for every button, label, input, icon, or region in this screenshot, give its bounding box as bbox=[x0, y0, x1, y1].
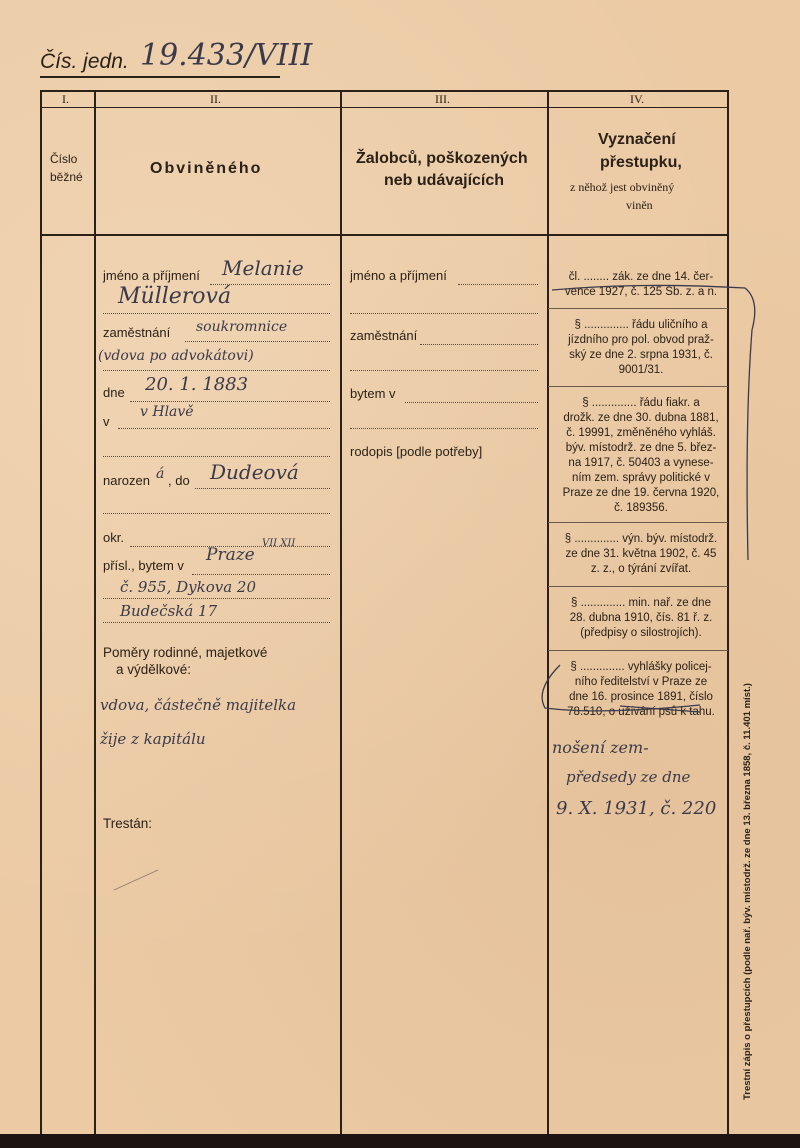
accused-circumstances-value-1: vdova, částečně majitelka bbox=[100, 696, 297, 714]
accused-circumstances-label-1: Poměry rodinné, majetkové bbox=[103, 645, 268, 660]
offense-block-3-line: č. 19991, změněného vyhláš. bbox=[566, 427, 716, 439]
plaintiff-name-label: jméno a příjmení bbox=[350, 268, 447, 283]
col-divider-1 bbox=[94, 90, 96, 1134]
col-2-title: Obviněného bbox=[150, 160, 263, 177]
plaintiff-residence-line-2 bbox=[350, 428, 538, 429]
accused-birthdate-line bbox=[130, 401, 330, 402]
plaintiff-name-line bbox=[350, 313, 538, 314]
offense-block-5 bbox=[556, 596, 726, 641]
plaintiff-residence-label: bytem v bbox=[350, 386, 396, 401]
offense-block-3-line: na 1917, č. 50403 a vynese- bbox=[568, 457, 714, 469]
file-number-value: 19.433/VIII bbox=[140, 38, 313, 73]
accused-name-value-2: Müllerová bbox=[118, 284, 232, 309]
offense-block-2-line: ský ze dne 2. srpna 1931, č. bbox=[569, 349, 713, 361]
file-number-label: Čís. jedn. bbox=[40, 50, 129, 73]
accused-place-line bbox=[118, 428, 330, 429]
offense-block-2-line: 9001/31. bbox=[618, 364, 664, 376]
accused-address-line-1: č. 955, Dykova 20 bbox=[120, 578, 256, 596]
accused-place-value: v Hlavě bbox=[140, 404, 194, 420]
plaintiff-name-line-a bbox=[458, 284, 538, 285]
accused-born-label: narozen bbox=[103, 473, 150, 488]
accused-born-to-label: , do bbox=[168, 473, 190, 488]
accused-address-line-2: Budečská 17 bbox=[120, 602, 218, 620]
accused-address-line-2-rule bbox=[103, 622, 330, 623]
table-left-border bbox=[40, 90, 42, 1134]
col-1-roman: I. bbox=[62, 92, 69, 106]
col-4-roman: IV. bbox=[630, 92, 645, 106]
accused-name-value-1: Melanie bbox=[222, 256, 304, 280]
accused-domicile-district: VII XII bbox=[262, 538, 296, 549]
form-side-note: Trestní zápis o přestupcích (podle nař. býv. místodrž. ze dne 13. března 1858, č. 11.401 míst.) bbox=[742, 683, 753, 1100]
offense-block-1-line: vence 1927, č. 125 Sb. z. a n. bbox=[564, 286, 718, 298]
scan-bottom-edge bbox=[0, 1134, 800, 1148]
offense-block-5-line: (předpisy o silostrojích). bbox=[580, 627, 702, 639]
offense-block-3-line: Praze ze dne 19. června 1920, bbox=[562, 487, 720, 499]
offense-block-2-line: § .............. řádu uličního a bbox=[574, 319, 708, 331]
accused-birthdate-value: 20. 1. 1883 bbox=[145, 374, 249, 395]
accused-occupation-label: zaměstnání bbox=[103, 325, 171, 340]
offense-block-3-line: č. 189356. bbox=[614, 502, 668, 514]
offense-block-3 bbox=[556, 396, 726, 516]
accused-punished-label: Trestán: bbox=[103, 816, 153, 831]
col-1-title-line-2: běžné bbox=[50, 170, 83, 184]
offense-block-6-line: § .............. vyhlášky policej- bbox=[570, 661, 712, 673]
table-top-border bbox=[40, 90, 729, 92]
col-divider-3 bbox=[547, 90, 549, 1134]
offense-block-5-line: 28. dubna 1910, čís. 81 ř. z. bbox=[569, 612, 713, 624]
col-1-title-line-1: Číslo bbox=[50, 152, 78, 166]
table-right-border bbox=[727, 90, 729, 1134]
offense-block-4-line: § .............. výn. býv. místodrž. bbox=[564, 533, 718, 545]
accused-occupation-value-1: soukromnice bbox=[196, 319, 288, 335]
plaintiff-occupation-line-2 bbox=[350, 370, 538, 371]
accused-district-label: okr. bbox=[103, 530, 124, 545]
offense-block-1-line: čl. ........ zák. ze dne 14. čer- bbox=[568, 271, 714, 283]
offense-handwritten-line-2: předsedy ze dne bbox=[566, 768, 691, 786]
offense-handwritten-line-1: nošení zem- bbox=[552, 738, 649, 757]
accused-place-label: v bbox=[103, 414, 110, 429]
accused-name-label: jméno a příjmení bbox=[103, 268, 200, 283]
accused-domicile-value: Praze bbox=[206, 545, 255, 565]
offense-separator bbox=[548, 522, 728, 523]
accused-born-line-2 bbox=[103, 513, 330, 514]
offense-block-6-line: ního ředitelství v Praze ze bbox=[574, 676, 708, 688]
offense-block-2-line: jízdního pro pol. obvod praž- bbox=[568, 334, 714, 346]
col-4-title-line-1: Vyznačení bbox=[598, 131, 676, 148]
offense-separator bbox=[548, 308, 728, 309]
col-3-roman: III. bbox=[435, 92, 450, 106]
col-divider-2 bbox=[340, 90, 342, 1134]
accused-born-to-value: Dudeová bbox=[210, 460, 299, 484]
accused-circumstances-value-2: žije z kapitálu bbox=[100, 730, 206, 748]
col-4-title-line-2: přestupku, bbox=[600, 154, 682, 171]
plaintiff-genealogy-label: rodopis [podle potřeby] bbox=[350, 444, 483, 459]
accused-occupation-line-2 bbox=[103, 370, 330, 371]
plaintiff-residence-line bbox=[405, 402, 538, 403]
roman-row-border bbox=[40, 107, 729, 108]
offense-block-2 bbox=[556, 318, 726, 378]
accused-circumstances-label-2: a výdělkové: bbox=[116, 662, 192, 677]
pencil-mark bbox=[114, 870, 158, 890]
file-number-underline bbox=[40, 76, 280, 78]
offense-block-5-line: § .............. min. nař. ze dne bbox=[571, 597, 711, 609]
offense-separator bbox=[548, 586, 728, 587]
accused-occupation-line bbox=[185, 341, 330, 342]
accused-name-line-2 bbox=[103, 313, 330, 314]
offense-block-4 bbox=[556, 532, 726, 577]
offense-block-3-line: § .............. řádu fiakr. a bbox=[582, 397, 700, 409]
offense-handwritten-line-3: 9. X. 1931, č. 220 bbox=[556, 798, 717, 819]
col-4-subtitle-line-2: viněn bbox=[626, 198, 653, 212]
plaintiff-occupation-label: zaměstnání bbox=[350, 328, 418, 343]
accused-born-to-line bbox=[195, 488, 330, 489]
header-row-border bbox=[40, 234, 729, 236]
offense-block-6 bbox=[556, 660, 726, 720]
offense-block-3-line: drožk. ze dne 30. dubna 1881, bbox=[563, 412, 719, 424]
offense-separator bbox=[548, 650, 728, 651]
offense-block-4-line: z. z., o týrání zvířat. bbox=[590, 563, 692, 575]
offense-block-6-line: dne 16. prosince 1891, číslo bbox=[569, 691, 713, 703]
offense-block-4-line: ze dne 31. května 1902, č. 45 bbox=[565, 548, 717, 560]
plaintiff-occupation-line bbox=[420, 344, 538, 345]
accused-domicile-line bbox=[192, 574, 330, 575]
offense-block-3-line: býv. místodrž. ze dne 5. břez- bbox=[565, 442, 717, 454]
offense-block-6-line: 78.510, o užívání psů k tahu. bbox=[567, 706, 715, 718]
accused-place-line-2 bbox=[103, 456, 330, 457]
offense-block-1 bbox=[556, 270, 726, 300]
accused-domicile-label: přísl., bytem v bbox=[103, 558, 184, 573]
accused-birthdate-label: dne bbox=[103, 385, 125, 400]
col-3-title-line-1: Žalobců, poškozených bbox=[356, 150, 528, 167]
col-4-subtitle-line-1: z něhož jest obviněný bbox=[570, 180, 675, 194]
col-3-title-line-2: neb udávajících bbox=[384, 172, 505, 189]
offense-separator bbox=[548, 386, 728, 387]
accused-born-suffix: á bbox=[156, 466, 165, 482]
col-2-roman: II. bbox=[210, 92, 221, 106]
offense-block-3-line: ním zem. správy politické v bbox=[571, 472, 711, 484]
accused-address-line-1-rule bbox=[103, 598, 330, 599]
accused-occupation-value-2: (vdova po advokátovi) bbox=[98, 348, 254, 364]
